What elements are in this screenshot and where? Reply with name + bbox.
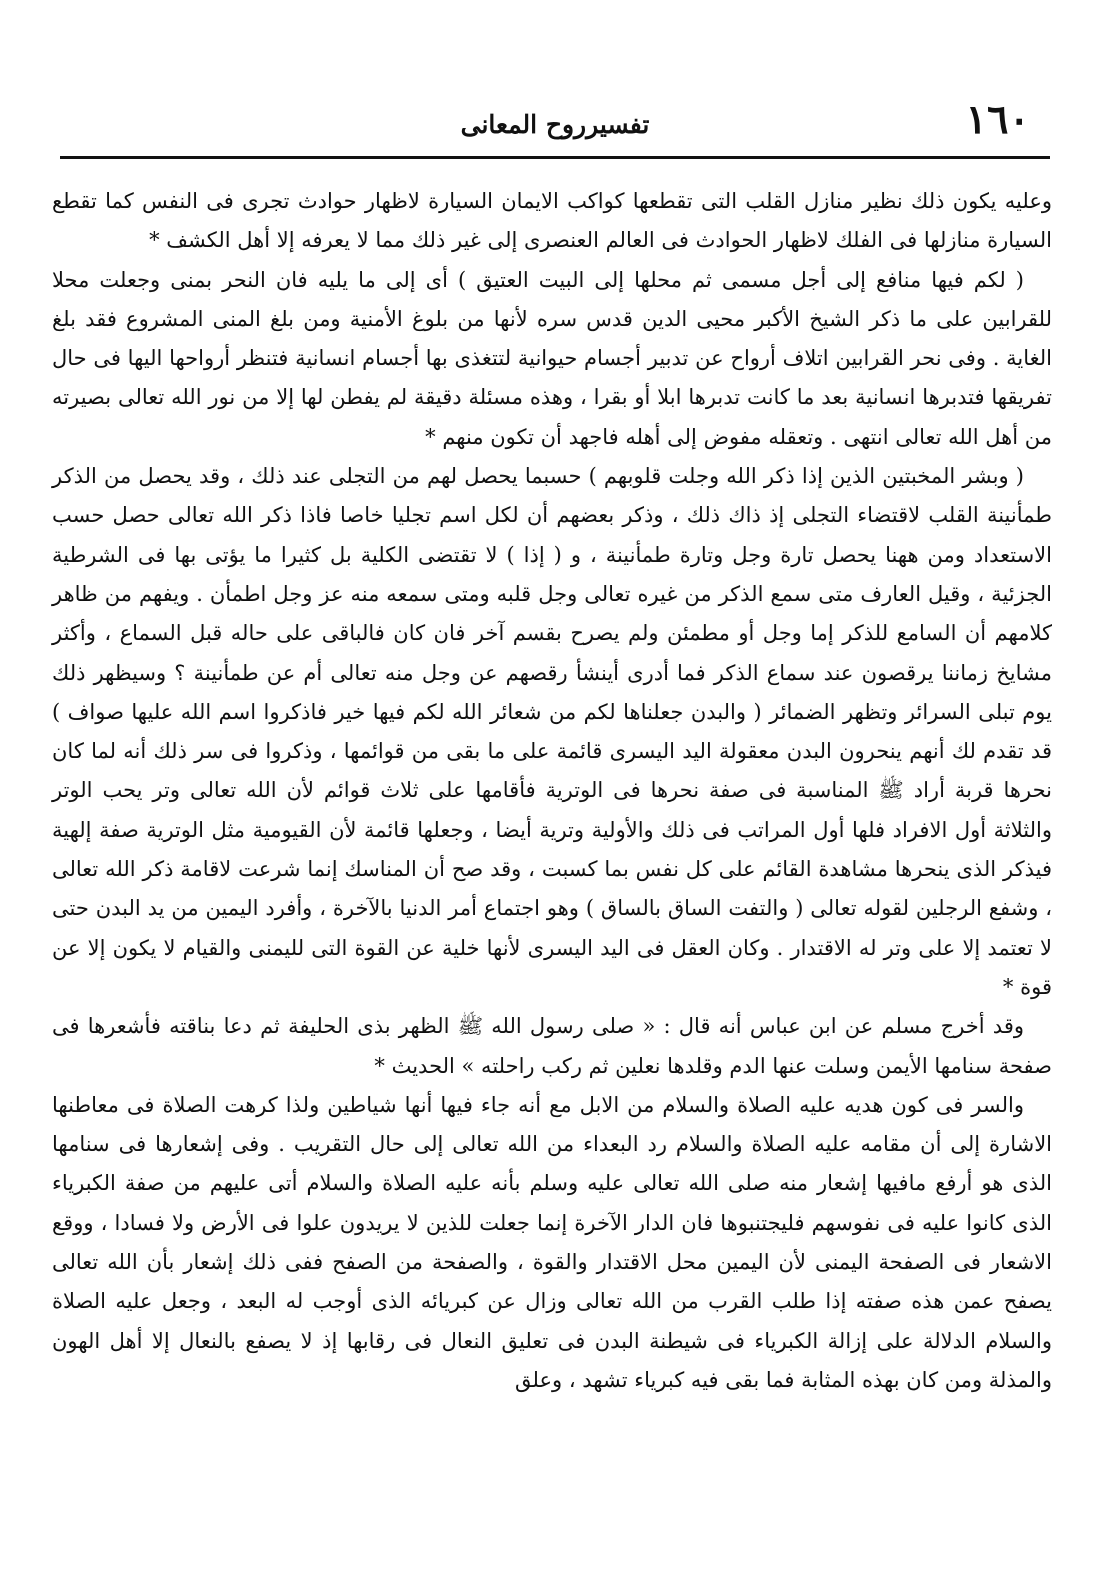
paragraph-5: والسر فى كون هديه عليه الصلاة والسلام من الابل مع أنه جاء فيها أنها شياطين ولذا كرهت الصلاة فى معاطنها الاشارة إلى أن مقامه عليه الصلاة والسلام رد البعداء من الله تعالى إلى حال التقريب . وفى إشعارها فى سنامها الذى هو أرفع مافيها إشعار منه صلى الله تعالى عليه وسلم بأنه عليه الصلاة والسلام أتى عليهم من صفة الكبرياء الذى كانوا عليه فى نفوسهم فليجتنبوها فان الدار الآخرة إنما جعلت للذين لا يريدون علوا فى الأرض ولا فسادا ، ووقع الاشعار فى الصفحة اليمنى لأن اليمين محل الاقتدار والقوة ، والصفحة من الصفح ففى ذلك إشعار بأن الله تعالى يصفح عمن هذه صفته إذا طلب القرب من الله تعالى وزال عن كبريائه الذى أوجب له البعد ، وجعل عليه الصلاة والسلام الدلالة على إزالة الكبرياء فى شيطنة البدن فى تعليق النعال فى رقابها إذ لا يصفع بالنعال إلا أهل الهون والمذلة ومن كان بهذه المثابة فما بقى فيه كبرياء تشهد ، وعلق	[52, 1092, 1052, 1392]
text-body	[52, 182, 1052, 1400]
running-title: تفسيرروح المعانى	[460, 110, 650, 139]
paragraph-2: ( لكم فيها منافع إلى أجل مسمى ثم محلها إلى البيت العتيق ) أى إلى ما يليه فان النحر بمنى وجعلت محلا للقرابين على ما ذكر الشيخ الأكبر محيى الدين قدس سره لأنها من بلوغ الأمنية ومن بلغ المنى المشروع فقد بلغ الغاية . وفى نحر القرابين اتلاف أرواح عن تدبير أجسام حيوانية لتتغذى بها أجسام انسانية فتنظر أرواحها اليها فى حال تفريقها فتدبرها انسانية بعد ما كانت تدبرها ابلا أو بقرا ، وهذه مسئلة دقيقة لم يفطن لها إلا من نور الله تعالى بصيرته من أهل الله تعالى انتهى . وتعقله مفوض إلى أهله فاجهد أن تكون منهم *	[52, 267, 1052, 449]
page-header	[60, 96, 1050, 166]
paragraph-3: ( وبشر المخبتين الذين إذا ذكر الله وجلت قلوبهم ) حسبما يحصل لهم من التجلى عند ذلك ، وقد يحصل من الذكر طمأنينة القلب لاقتضاء التجلى إذ ذاك ذلك ، وذكر بعضهم أن لكل اسم تجليا خاصا فاذا ذكر الله تعالى حصل حسب الاستعداد ومن ههنا يحصل تارة وجل وتارة طمأنينة ، و ( إذا ) لا تقتضى الكلية بل كثيرا ما يؤتى بها فى الشرطية الجزئية ، وقيل العارف متى سمع الذكر من غيره تعالى وجل قلبه ومتى سمعه منه عز وجل اطمأن . ويفهم من ظاهر كلامهم أن السامع للذكر إما وجل أو مطمئن ولم يصرح بقسم آخر فان كان فالباقى على حاله قبل السماع ، وأكثر مشايخ زماننا يرقصون عند سماع الذكر فما أدرى أينشأ رقصهم عن وجل منه تعالى أم عن طمأنينة ؟ وسيظهر ذلك يوم تبلى السرائر وتظهر الضمائر ( والبدن جعلناها لكم من شعائر الله لكم فيها خير فاذكروا اسم الله عليها صواف ) قد تقدم لك أنهم ينحرون البدن معقولة اليد اليسرى قائمة على ما بقى من قوائمها ، وذكروا فى سر ذلك أنه لما كان نحرها قربة أراد ﷺ المناسبة فى صفة نحرها فى الوترية فأقامها على ثلاث قوائم لأن الله تعالى وتر يحب الوتر والثلاثة أول الافراد فلها أول المراتب فى ذلك والأولية وترية أيضا ، وجعلها قائمة لأن القيومية مثل الوترية صفة إلهية فيذكر الذى ينحرها مشاهدة القائم على كل نفس بما كسبت ، وقد صح أن المناسك إنما شرعت لاقامة ذكر الله تعالى ، وشفع الرجلين لقوله تعالى ( والتفت الساق بالساق ) وهو اجتماع أمر الدنيا بالآخرة ، وأفرد اليمين من يد البدن حتى لا تعتمد إلا على وتر له الاقتدار . وكان العقل فى اليد اليسرى لأنها خلية عن القوة التى لليمنى والقيام لا يكون إلا عن قوة *	[52, 464, 1052, 999]
paragraph-4: وقد أخرج مسلم عن ابن عباس أنه قال : « صلى رسول الله ﷺ الظهر بذى الحليفة ثم دعا بناقته فأشعرها فى صفحة سنامها الأيمن وسلت عنها الدم وقلدها نعلين ثم ركب راحلته » الحديث *	[52, 1014, 1052, 1078]
page-number: ١٦٠	[965, 96, 1030, 143]
paragraph-1: وعليه يكون ذلك نظير منازل القلب التى تقطعها كواكب الايمان السيارة لاظهار حوادث تجرى فى النفس كما تقطع السيارة منازلها فى الفلك لاظهار الحوادث فى العالم العنصرى إلى غير ذلك مما لا يعرفه إلا أهل الكشف *	[52, 189, 1052, 253]
header-rule	[60, 156, 1050, 159]
